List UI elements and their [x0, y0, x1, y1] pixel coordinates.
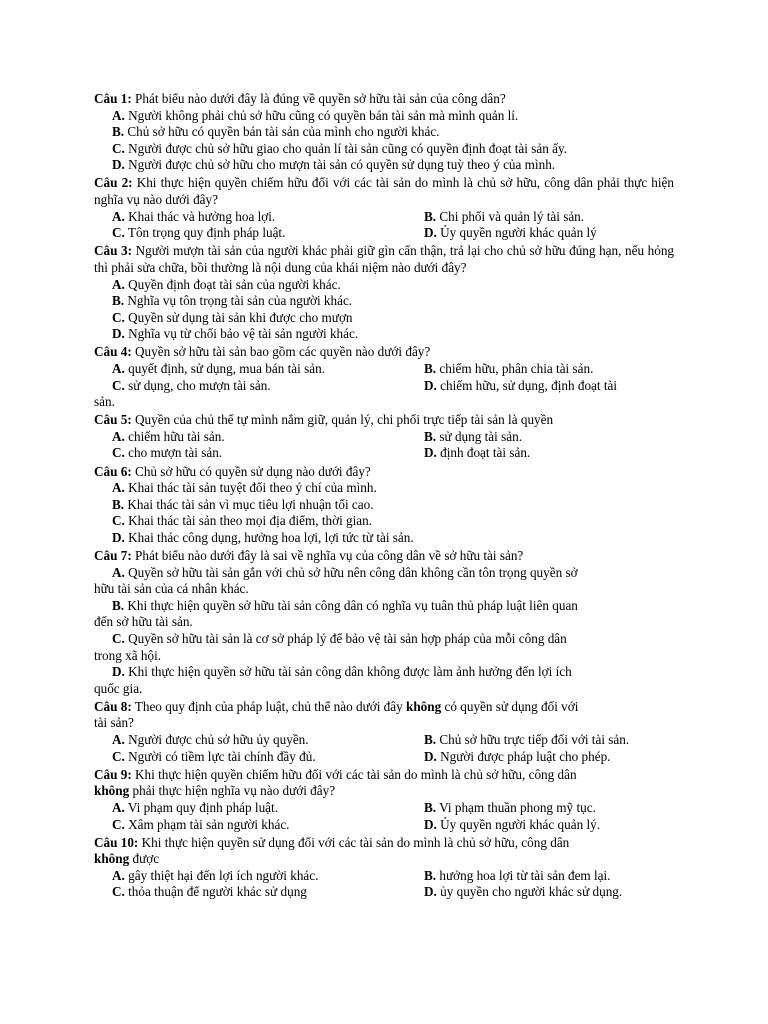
question-stem: Người mượn tài sản của người khác phải giữ gìn cẩn thận, trả lại cho chủ sở hữu đúng hạn, nếu hỏng thì phải sửa chữa, bồi thường là nội dung của khái niệm nào dưới đây? [94, 243, 675, 275]
option-d: D. Khai thác công dụng, hưởng hoa lợi, lợi tức từ tài sản. [112, 529, 414, 545]
question-stem: Phát biểu nào dưới đây là sai về nghĩa vụ của công dân về sở hữu tài sản? [135, 548, 524, 564]
emphasis-word: không [94, 783, 130, 799]
question-4 [94, 344, 674, 410]
option-d-continuation: sản. [94, 394, 115, 410]
option-c: C. Quyền sở hữu tài sản là cơ sở pháp lý để bảo vệ tài sản hợp pháp của mỗi công dân [112, 631, 567, 646]
option-c: C. Tôn trọng quy định pháp luật. [112, 225, 286, 241]
option-d: D. Người được pháp luật cho phép. [424, 748, 611, 764]
option-d: D. Nghĩa vụ từ chối bảo vệ tài sản người khác. [112, 326, 359, 342]
option-b: B. hưởng hoa lợi từ tài sản đem lại. [424, 867, 611, 883]
option-c: C. Xâm phạm tài sản người khác. [112, 816, 290, 832]
emphasis-word: không [406, 698, 442, 714]
option-c: C. Người được chủ sở hữu giao cho quản lí tài sản cũng có quyền định đoạt tài sản ấy. [112, 140, 567, 156]
emphasis-word: không [94, 851, 130, 867]
option-d-continuation: quốc gia. [94, 680, 143, 696]
option-a: A. Người được chủ sở hữu ủy quyền. [112, 732, 309, 748]
option-b: B. Khai thác tài sản vì mục tiêu lợi nhuận tối cao. [112, 496, 374, 512]
question-9: Câu 9: Khi thực hiện quyền chiếm hữu đối với các tài sản do mình là chủ sở hữu, công dân không phải thực hiện nghĩa vụ nào dưới đây? A. Vi phạm quy định pháp luật. B. Vi phạm thuần phong mỹ tục. C. Xâm phạm tài sản người khác. D. Ủy quyền người khác quản lý. [94, 767, 674, 833]
question-label: Câu 4: [94, 344, 132, 360]
question-stem: Chủ sở hữu có quyền sử dụng nào dưới đây? [135, 463, 371, 479]
question-stem: Khi thực hiện quyền sử dụng đối với các tài sản do mình là chủ sở hữu, công dân [141, 834, 570, 850]
option-d: D. ủy quyền cho người khác sử dụng. [424, 884, 623, 900]
question-6 [94, 464, 674, 547]
option-c: C. Khai thác tài sản theo mọi địa điểm, thời gian. [112, 513, 373, 529]
question-label: Câu 5: [94, 412, 132, 428]
question-8: Câu 8: Theo quy định của pháp luật, chủ thể nào dưới đây không có quyền sử dụng đối với tài sản? A. Người được chủ sở hữu ủy quyền. B. Chủ sở hữu trực tiếp đối với tài sản. C. Người có tiềm lực tài chính đầy đủ. D. Người được pháp luật cho phép. [94, 699, 674, 765]
question-stem: Khi thực hiện quyền chiếm hữu đối với các tài sản do mình là chủ sở hữu, công dân [135, 766, 577, 782]
question-1 [94, 91, 674, 174]
question-10: Câu 10: Khi thực hiện quyền sử dụng đối với các tài sản do mình là chủ sở hữu, công dân không được A. gây thiệt hại đến lợi ích người khác. B. hưởng hoa lợi từ tài sản đem lại. C. thỏa thuận để người khác sử dụng D. ủy quyền cho người khác sử dụng. [94, 835, 674, 901]
question-label: Câu 6: [94, 463, 132, 479]
option-b: B. Chủ sở hữu trực tiếp đối với tài sản. [424, 732, 630, 748]
question-3 [94, 243, 674, 343]
question-stem-continuation: tài sản? [94, 715, 134, 731]
question-label: Câu 3: [94, 243, 133, 259]
question-7 [94, 548, 674, 697]
question-label: Câu 1: [94, 91, 132, 106]
question-label: Câu 2: [94, 175, 133, 191]
question-label: Câu 8: [94, 698, 132, 714]
option-b: B. Chi phối và quản lý tài sản. [424, 208, 585, 224]
option-b: B. chiếm hữu, phân chia tài sản. [424, 361, 594, 376]
question-2 [94, 175, 674, 241]
option-d: D. Ủy quyền người khác quản lý. [424, 816, 601, 832]
option-b: B. Vi phạm thuần phong mỹ tục. [424, 799, 596, 815]
option-b-continuation: đến sở hữu tài sản. [94, 614, 193, 630]
option-d: D. Người được chủ sở hữu cho mượn tài sản có quyền sử dụng tuỳ theo ý của mình. [112, 157, 556, 173]
question-stem: Khi thực hiện quyền chiếm hữu đối với các tài sản do mình là chủ sở hữu, công dân phải thực hiện nghĩa vụ nào dưới đây? [94, 175, 675, 208]
question-5 [94, 412, 674, 462]
option-a: A. Người không phải chủ sở hữu cũng có quyền bán tài sản mà mình quản lí. [112, 107, 519, 123]
option-c: C. thỏa thuận để người khác sử dụng [112, 884, 307, 900]
option-a: A. Khai thác tài sản tuyệt đối theo ý chí của mình. [112, 480, 377, 496]
option-d: D. định đoạt tài sản. [424, 445, 531, 461]
option-c: C. cho mượn tài sản. [112, 445, 223, 461]
option-a-continuation: hữu tài sản của cá nhân khác. [94, 581, 249, 597]
option-a: A. Khai thác và hưởng hoa lợi. [112, 208, 276, 224]
question-stem: Phát biểu nào dưới đây là đúng về quyền sở hữu tài sản của công dân? [135, 91, 506, 106]
question-label: Câu 9: [94, 766, 132, 782]
option-a: A. Quyền sở hữu tài sản gắn với chủ sở hữu nên công dân không cần tôn trọng quyền sở [112, 564, 578, 580]
option-d: D. Khi thực hiện quyền sở hữu tài sản công dân không được làm ảnh hưởng đến lợi ích [112, 664, 572, 680]
option-c: C. Quyền sử dụng tài sản khi được cho mượn [112, 309, 353, 325]
question-stem: Quyền sở hữu tài sản bao gồm các quyền nào dưới đây? [135, 344, 431, 360]
option-d: D. chiếm hữu, sử dụng, định đoạt tài [424, 377, 618, 393]
question-label: Câu 7: [94, 548, 132, 564]
option-b: B. Nghĩa vụ tôn trọng tài sản của người khác. [112, 293, 353, 309]
option-c-continuation: trong xã hội. [94, 647, 162, 663]
option-c: C. Người có tiềm lực tài chính đầy đủ. [112, 748, 316, 764]
option-a: A. Vi phạm quy định pháp luật. [112, 799, 279, 815]
option-b: B. Chủ sở hữu có quyền bán tài sản của mình cho người khác. [112, 124, 440, 140]
option-b: B. Khi thực hiện quyền sở hữu tài sản công dân có nghĩa vụ tuân thủ pháp luật liên quan [112, 597, 578, 613]
option-c: C. sử dụng, cho mượn tài sản. [112, 377, 271, 393]
question-stem: Quyền của chủ thể tự mình nắm giữ, quản lý, chi phối trực tiếp tài sản là quyền [135, 412, 554, 428]
question-list [94, 91, 674, 903]
option-d: D. Ủy quyền người khác quản lý [424, 225, 597, 241]
question-label: Câu 10: [94, 834, 139, 850]
option-a: A. gây thiệt hại đến lợi ích người khác. [112, 867, 319, 883]
option-b: B. sử dụng tài sản. [424, 428, 522, 444]
option-a: A. chiếm hữu tài sản. [112, 428, 225, 444]
option-a: A. quyết định, sử dụng, mua bán tài sản. [112, 361, 325, 376]
option-a: A. Quyền định đoạt tài sản của người khác. [112, 276, 341, 292]
